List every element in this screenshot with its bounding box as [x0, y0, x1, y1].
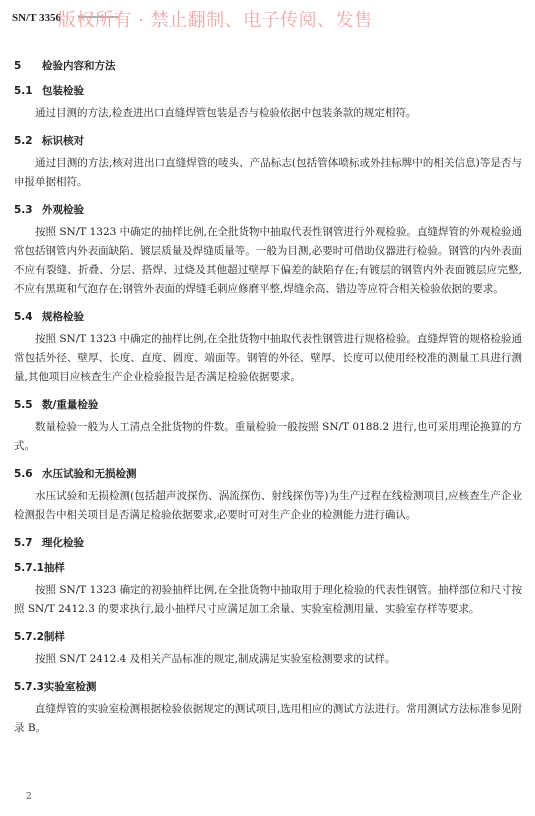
- section: [14, 393, 522, 456]
- section-heading: [14, 531, 522, 556]
- section-title: 数/重量检验: [42, 399, 99, 411]
- document-body: [14, 54, 522, 744]
- section: [14, 556, 522, 619]
- section: [14, 54, 522, 79]
- section-number: 5.4: [14, 311, 33, 323]
- paragraph: 按照 SN/T 1323 中确定的抽样比例,在全批货物中抽取代表性钢管进行外观检验。直缝焊管的外观检验通常包括钢管内外表面缺陷、镀层质量及焊缝质量等。一般为目测,必要时可借助仪器进行检验。钢管的内外表面不应有裂缝、折叠、分层、搭焊、过烧及其他超过壁厚下偏差的缺陷存在;有镀层的钢管内外表面镀层应完整,不应有黑斑和气泡存在;钢管外表面的焊缝毛刺应修磨平整,焊缝余高、错边等应符合相关检验依据的要求。: [14, 226, 522, 295]
- section-title: 包装检验: [42, 85, 84, 97]
- section-title: 抽样: [43, 562, 65, 574]
- section: [14, 462, 522, 525]
- section-title: 规格检验: [42, 311, 84, 323]
- section: [14, 305, 522, 387]
- paragraph: 按照 SN/T 1323 确定的初验抽样比例,在全批货物中抽取用于理化检验的代表性钢管。抽样部位和尺寸按照 SN/T 2412.3 的要求执行,最小抽样尺寸应满足加工余量、实验室检测用量、实验室存样等要求。: [14, 584, 522, 615]
- section-heading: [14, 198, 522, 223]
- paragraph: 直缝焊管的实验室检测根据检验依据规定的测试项目,选用相应的测试方法进行。常用测试方法标准参见附录 B。: [14, 703, 522, 734]
- section-heading: [14, 79, 522, 104]
- section: [14, 198, 522, 299]
- section-title: 理化检验: [42, 537, 84, 549]
- section-number: 5.7.2: [14, 631, 44, 643]
- section-title: 标识核对: [42, 135, 84, 147]
- section-heading: [14, 556, 522, 581]
- section-heading: [14, 54, 522, 79]
- section-heading: [14, 305, 522, 330]
- section-title: 水压试验和无损检测: [42, 468, 137, 480]
- section: [14, 625, 522, 669]
- section: [14, 79, 522, 123]
- section-number: 5.6: [14, 468, 33, 480]
- section-number: 5.7.3: [14, 681, 44, 693]
- standard-code: SN/T 3356: [12, 12, 62, 24]
- copyright-watermark: 版权所有 · 禁止翻制、电子传阅、发售: [58, 10, 373, 31]
- paragraph: 通过目测的方法,检查进出口直缝焊管包装是否与检验依据中包装条款的规定相符。: [35, 107, 417, 119]
- section-title: 检验内容和方法: [42, 60, 116, 72]
- paragraph: 按照 SN/T 2412.4 及相关产品标准的规定,制成满足实验室检测要求的试样。: [35, 653, 396, 665]
- section-heading: [14, 462, 522, 487]
- section-heading: [14, 625, 522, 650]
- section-number: 5: [14, 60, 22, 72]
- paragraph: 按照 SN/T 1323 中确定的抽样比例,在全批货物中抽取代表性钢管进行规格检验。直缝焊管的规格检验通常包括外径、壁厚、长度、直度、圆度、端面等。钢管的外径、壁厚、长度可以使用经校准的测量工具进行测量,其他项目应核查生产企业检验报告是否满足检验依据要求。: [14, 333, 522, 383]
- section-heading: [14, 675, 522, 700]
- section-title: 外观检验: [42, 204, 84, 216]
- section-heading: [14, 393, 522, 418]
- paragraph: 水压试验和无损检测(包括超声波探伤、涡流探伤、射线探伤等)为生产过程在线检测项目,应核查生产企业检测报告中相关项目是否满足检验依据要求,必要时可对生产企业的检测能力进行确认。: [14, 490, 522, 521]
- section: [14, 531, 522, 556]
- paragraph: 数量检验一般为人工清点全批货物的件数。重量检验一般按照 SN/T 0188.2 进行,也可采用理论换算的方式。: [14, 421, 522, 452]
- section-number: 5.5: [14, 399, 33, 411]
- page-number: 2: [26, 792, 32, 802]
- section: [14, 675, 522, 738]
- section-number: 5.7.1: [14, 562, 44, 574]
- section-title: 实验室检测: [43, 681, 97, 693]
- section-heading: [14, 129, 522, 154]
- section-number: 5.7: [14, 537, 33, 549]
- section: [14, 129, 522, 192]
- section-number: 5.1: [14, 85, 33, 97]
- paragraph: 通过目测的方法,核对进出口直缝焊管的唛头、产品标志(包括管体喷标或外挂标牌中的相关信息)等是否与申报单据相符。: [14, 157, 522, 188]
- section-title: 制样: [43, 631, 65, 643]
- section-number: 5.3: [14, 204, 33, 216]
- section-number: 5.2: [14, 135, 33, 147]
